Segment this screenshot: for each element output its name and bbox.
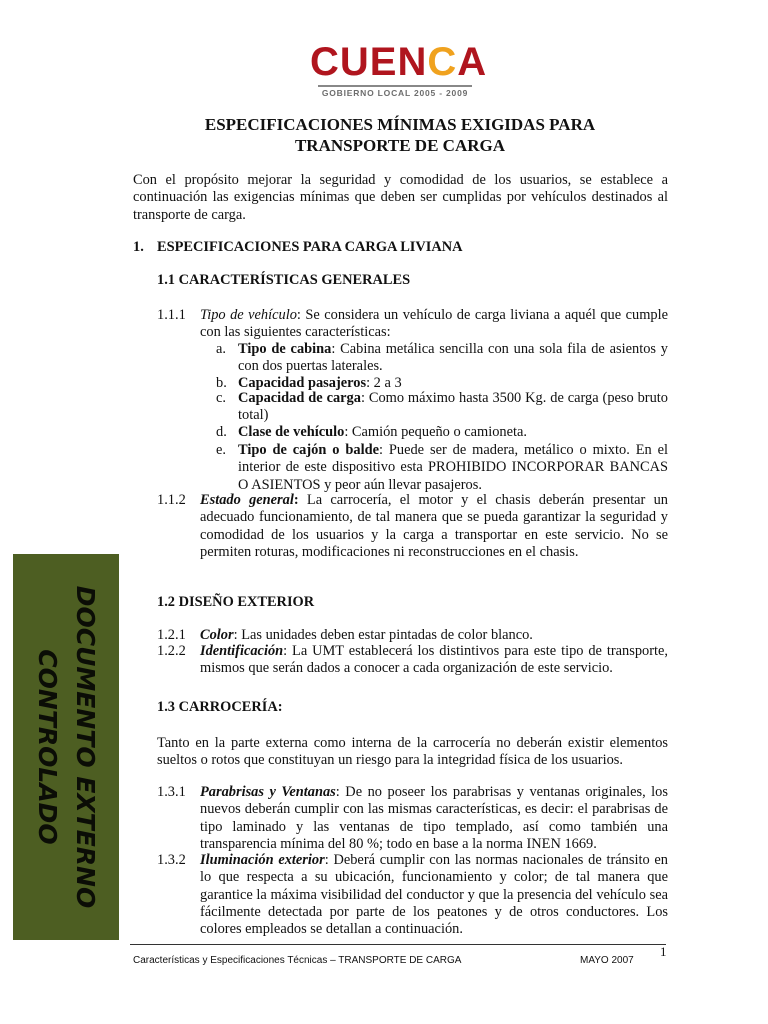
item-1-2-1-number: 1.2.1 <box>157 627 186 643</box>
list-item-a-text: : Cabina metálica sencilla con una sola fila de asientos y con dos puertas laterales. <box>238 341 668 375</box>
item-1-1-1 <box>200 307 668 342</box>
footer-date: MAYO 2007 <box>580 955 634 966</box>
item-1-1-2 <box>200 492 668 561</box>
document-title <box>130 114 670 156</box>
title-line-2: TRANSPORTE DE CARGA <box>294 136 506 155</box>
intro-paragraph: Con el propósito mejorar la seguridad y comodidad de los usuarios, se establece a continuación las exigencias mínimas que deben ser cumplidas por vehículos destinados al transporte de carga. <box>133 172 668 223</box>
logo-tagline: GOBIERNO LOCAL 2005 - 2009 <box>321 88 469 98</box>
logo-wordmark: CUENCA <box>310 40 488 84</box>
list-letter-c: c. <box>216 390 226 406</box>
item-1-3-1 <box>200 784 668 853</box>
list-item-b-text: : 2 a 3 <box>366 375 402 391</box>
item-1-1-2-colon: : <box>293 492 299 508</box>
list-item-e-text: : Puede ser de madera, metálico o mixto. En el interior de este dispositivo esta PROHIBIDO INCORPORAR BANCAS O ASIENTOS y peor aún llevar pasajeros. <box>238 442 668 493</box>
list-item-c-term: Capacidad de carga <box>238 390 361 406</box>
item-1-1-1-text: : Se considera un vehículo de carga liviana a aquél que cumple con las siguientes características: <box>200 307 668 341</box>
title-line-1: ESPECIFICACIONES MÍNIMAS EXIGIDAS PARA <box>204 115 596 134</box>
list-letter-e: e. <box>216 442 226 458</box>
list-item-a <box>238 341 668 376</box>
stamp-text <box>28 586 104 908</box>
footer-rule <box>130 944 666 945</box>
list-item-c-text: : Como máximo hasta 3500 Kg. de carga (peso bruto total) <box>238 390 668 424</box>
item-1-3-1-text: : De no poseer los parabrisas y ventanas originales, los nuevos deberán cumplir con las mismas características, es decir: el parabrisas de tipo laminado y las ventanas de tipo templado, así como también una transparencia mínima del 80 %; todo en base a la norma INEN 1669. <box>200 784 668 852</box>
list-letter-d: d. <box>216 424 227 440</box>
list-item-e-term: Tipo de cajón o balde <box>238 442 379 458</box>
item-1-2-1 <box>200 627 668 644</box>
footer-left-text: Características y Especificaciones Técnicas – TRANSPORTE DE CARGA <box>133 955 462 966</box>
section-1-2-title: 1.2 DISEÑO EXTERIOR <box>157 594 315 610</box>
item-1-2-2-number: 1.2.2 <box>157 643 186 659</box>
item-1-2-1-term: Color <box>200 627 234 643</box>
section-1-3-intro: Tanto en la parte externa como interna de la carrocería no deberán existir elementos sueltos o rotos que constituyan un riesgo para la integridad física de los usuarios. <box>157 735 668 769</box>
section-1-title: ESPECIFICACIONES PARA CARGA LIVIANA <box>157 239 463 255</box>
item-1-3-1-number: 1.3.1 <box>157 784 186 800</box>
item-1-2-1-text: : Las unidades deben estar pintadas de color blanco. <box>233 627 533 643</box>
list-letter-b: b. <box>216 375 227 391</box>
item-1-2-2-term: Identificación <box>200 643 284 659</box>
stamp-line-1: DOCUMENTO EXTERNO <box>71 585 100 909</box>
item-1-1-1-term: Tipo de vehículo <box>200 307 297 323</box>
item-1-1-1-number: 1.1.1 <box>157 307 186 323</box>
list-item-d-term: Clase de vehículo <box>238 424 345 440</box>
item-1-3-2 <box>200 852 668 938</box>
controlled-document-stamp <box>13 554 119 940</box>
logo-rule <box>318 85 472 87</box>
item-1-3-2-number: 1.3.2 <box>157 852 186 868</box>
item-1-3-2-text: : Deberá cumplir con las normas nacionales de tránsito en lo que respecta a su ubicación, funcionamiento y color; de tal manera que garantice la máxima visibilidad del conductor y que la presencia del vehículo sea fácilmente detectada por parte de los peatones y de otros conductores. Los colores empleados se detallan a continuación. <box>200 852 668 938</box>
cuenca-logo <box>310 40 488 98</box>
list-item-c <box>238 390 668 425</box>
list-item-d <box>238 424 668 441</box>
item-1-3-2-term: Iluminación exterior <box>200 852 325 868</box>
item-1-2-2-text: : La UMT establecerá los distintivos para este tipo de transporte, mismos que serán dados a conocer a cada organización de este servicio. <box>200 643 668 677</box>
stamp-line-2: CONTROLADO <box>33 649 62 845</box>
page-number: 1 <box>660 944 667 959</box>
item-1-1-2-number: 1.1.2 <box>157 492 186 508</box>
list-item-d-text: : Camión pequeño o camioneta. <box>344 424 527 440</box>
item-1-1-2-text: La carrocería, el motor y el chasis deberán presentar un adecuado funcionamiento, de tal manera que se pueda garantizar la seguridad y comodidad de los usuarios y la carga a transportar en este servicio. No se permiten roturas, modificaciones ni reconstrucciones en el chasis. <box>200 492 668 560</box>
list-letter-a: a. <box>216 341 226 357</box>
section-1-number: 1. <box>133 239 144 255</box>
item-1-3-1-term: Parabrisas y Ventanas <box>200 784 336 800</box>
list-item-b-term: Capacidad pasajeros <box>238 375 367 391</box>
list-item-a-term: Tipo de cabina <box>238 341 332 357</box>
list-item-e <box>238 442 668 494</box>
section-1-1-title: 1.1 CARACTERÍSTICAS GENERALES <box>157 272 411 288</box>
section-1-3-title: 1.3 CARROCERÍA: <box>157 699 283 715</box>
item-1-1-2-term: Estado general <box>200 492 294 508</box>
item-1-2-2 <box>200 643 668 678</box>
